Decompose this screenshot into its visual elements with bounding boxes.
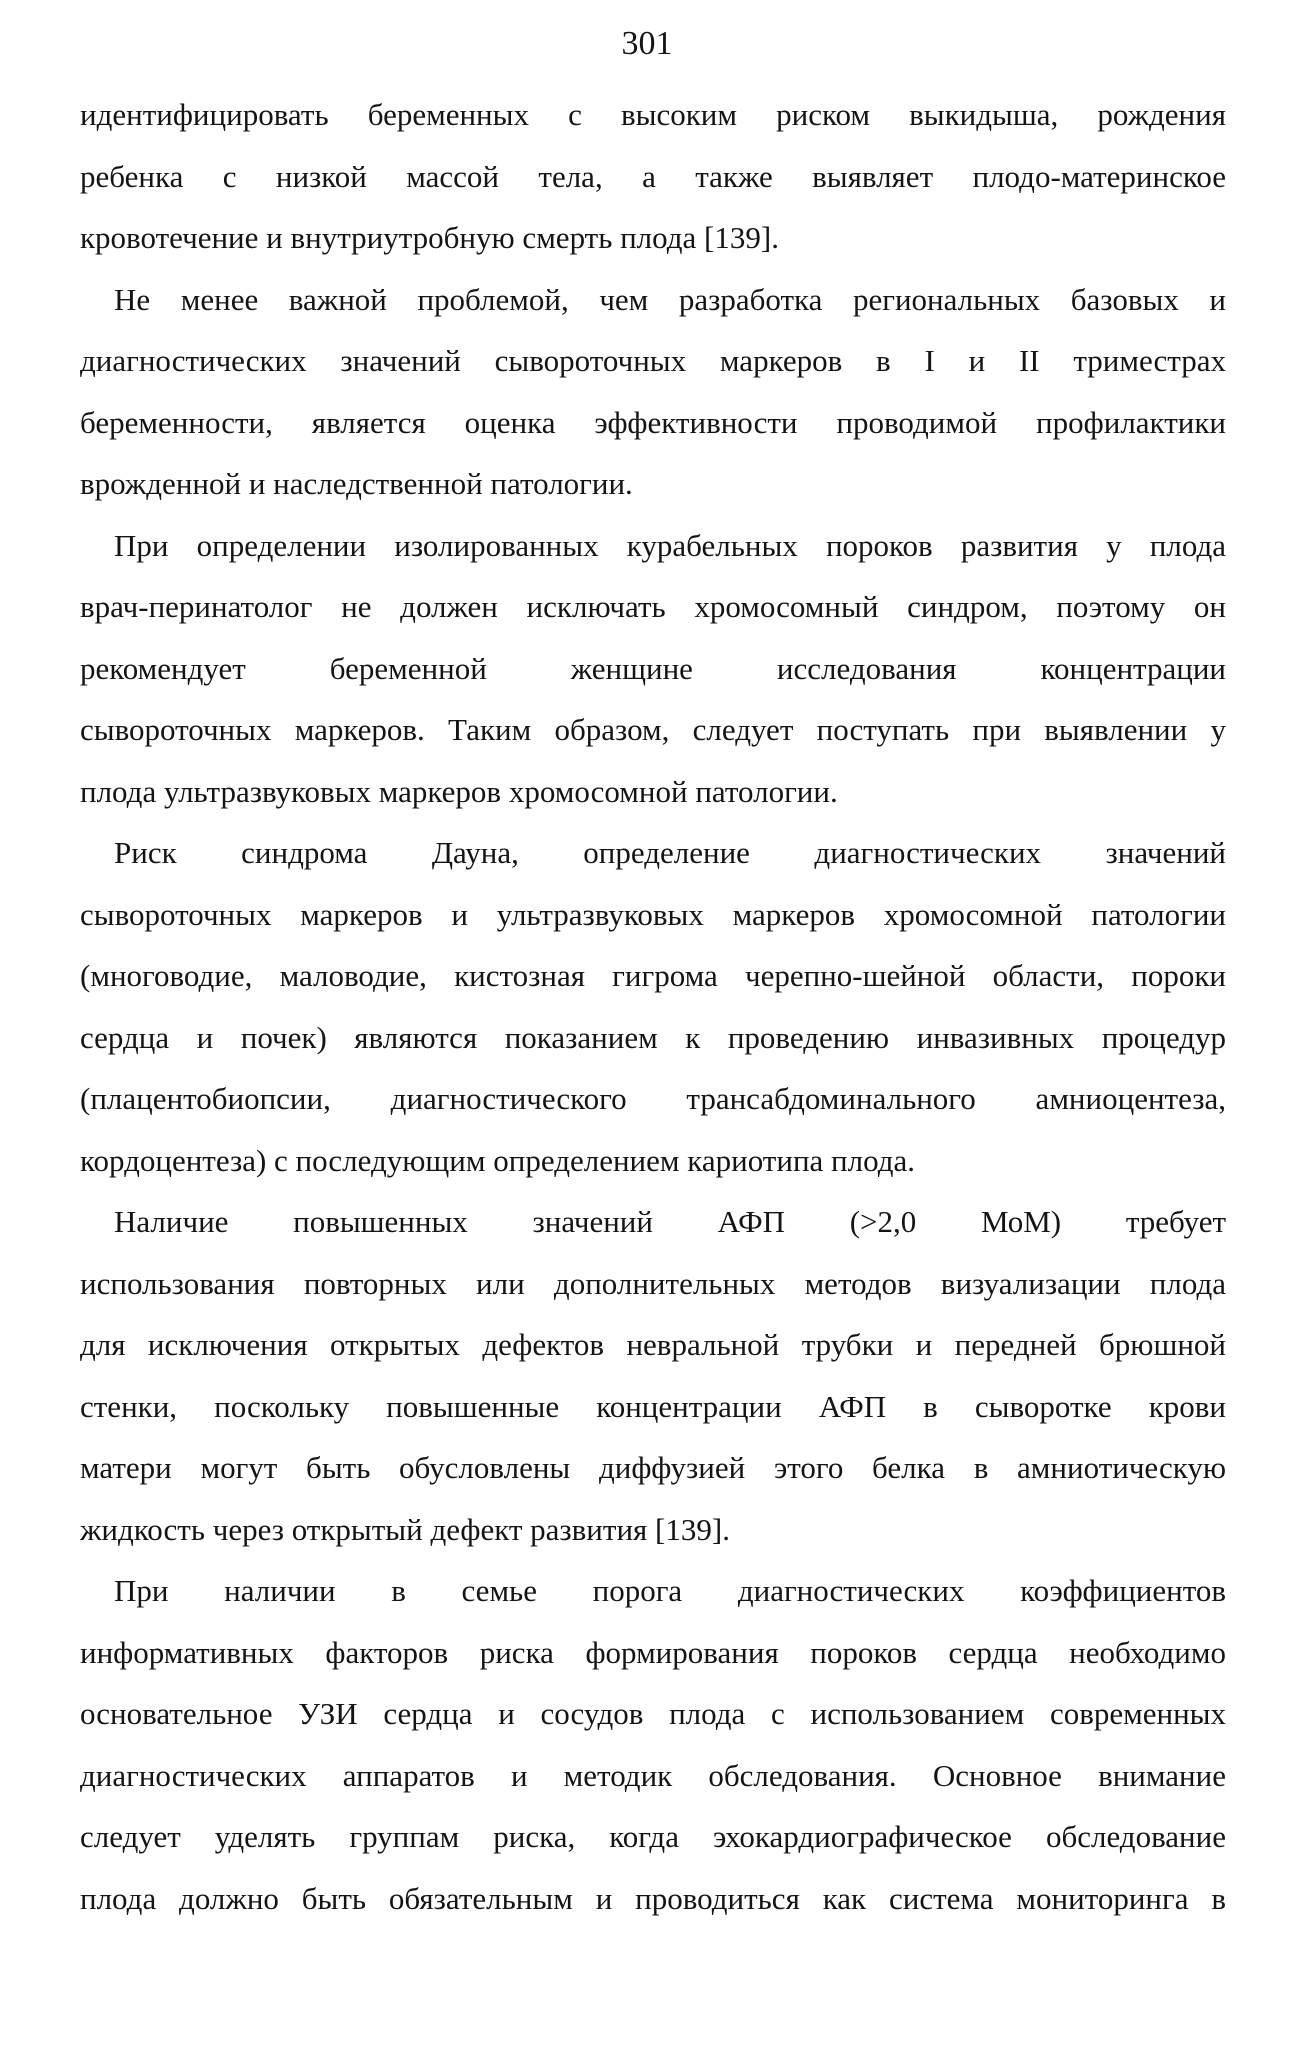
text-line: При наличии в семье порога диагностических коэффициентов xyxy=(114,1573,1226,1608)
text-line: Не менее важной проблемой, чем разработка региональных базовых и xyxy=(114,281,1226,317)
text-line: жидкость через открытый дефект развития [139]. xyxy=(80,1511,730,1547)
text-line: врач-перинатолог не должен исключать хромосомный синдром, поэтому он xyxy=(80,589,1226,624)
text-line: диагностических аппаратов и методик обследования. Основное внимание xyxy=(80,1757,1226,1793)
text-line: Наличие повышенных значений АФП (>2,0 МоМ) требует xyxy=(114,1204,1226,1239)
text-line: сердца и почек) являются показанием к проведению инвазивных процедур xyxy=(80,1019,1226,1055)
text-line: рекомендует беременной женщине исследования концентрации xyxy=(80,650,1226,686)
text-line: диагностических значений сывороточных маркеров в I и II триместрах xyxy=(80,343,1226,378)
page-number: 301 xyxy=(621,25,673,62)
text-line: При определении изолированных курабельных пороков развития у плода xyxy=(114,527,1226,563)
text-line: ребенка с низкой массой тела, а также выявляет плодо-материнское xyxy=(80,158,1226,194)
text-line: кордоцентеза) с последующим определением кариотипа плода. xyxy=(80,1142,915,1178)
document-body xyxy=(80,84,1226,1929)
text-line: сывороточных маркеров. Таким образом, следует поступать при выявлении у xyxy=(80,712,1226,747)
text-line: (плацентобиопсии, диагностического трансабдоминального амниоцентеза, xyxy=(80,1081,1226,1116)
text-line: кровотечение и внутриутробную смерть плода [139]. xyxy=(80,220,779,255)
text-line: для исключения открытых дефектов невральной трубки и передней брюшной xyxy=(80,1327,1226,1362)
text-line: основательное УЗИ сердца и сосудов плода с использованием современных xyxy=(80,1696,1226,1731)
text-line: сывороточных маркеров и ультразвуковых маркеров хромосомной патологии xyxy=(80,896,1226,932)
text-line: врожденной и наследственной патологии. xyxy=(80,466,633,501)
text-line: стенки, поскольку повышенные концентрации АФП в сыворотке крови xyxy=(80,1388,1226,1424)
text-line: использования повторных или дополнительных методов визуализации плода xyxy=(80,1265,1226,1301)
text-line: матери могут быть обусловлены диффузией этого белка в амниотическую xyxy=(80,1450,1226,1485)
text-line: идентифицировать беременных с высоким риском выкидыша, рождения xyxy=(80,97,1226,132)
text-line: следует уделять группам риска, когда эхокардиографическое обследование xyxy=(80,1819,1226,1854)
text-line: Риск синдрома Дауна, определение диагностических значений xyxy=(114,835,1226,870)
text-line: плода должно быть обязательным и проводиться как система мониторинга в xyxy=(80,1880,1226,1916)
text-line: плода ультразвуковых маркеров хромосомной патологии. xyxy=(80,773,838,809)
text-line: информативных факторов риска формирования пороков сердца необходимо xyxy=(80,1634,1226,1670)
text-line: (многоводие, маловодие, кистозная гигрома черепно-шейной области, пороки xyxy=(80,958,1226,993)
text-line: беременности, является оценка эффективности проводимой профилактики xyxy=(80,404,1226,440)
